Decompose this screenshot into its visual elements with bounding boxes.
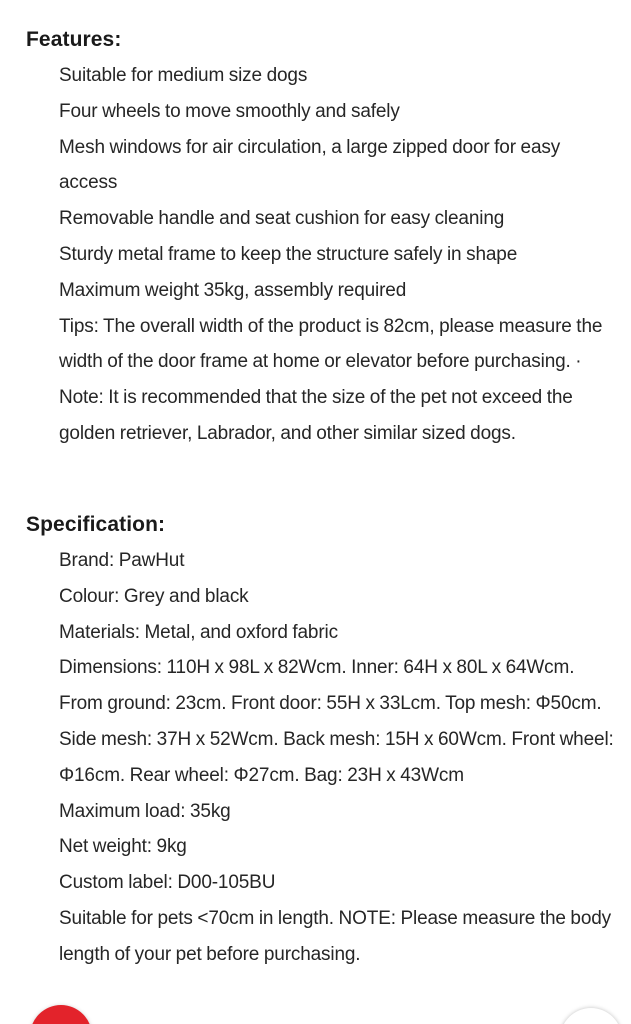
feature-item: Suitable for medium size dogs <box>59 65 308 86</box>
spec-item: Brand: PawHut <box>59 550 185 571</box>
feature-item: Mesh windows for air circulation, a large zipped door for easy access <box>59 136 561 194</box>
floating-action-button[interactable] <box>30 1005 92 1024</box>
spec-item: Colour: Grey and black <box>59 585 249 607</box>
features-heading: Features: <box>26 28 122 51</box>
feature-item: Maximum weight 35kg, assembly required <box>59 279 407 301</box>
feature-item: Removable handle and seat cushion for easy cleaning <box>59 208 505 230</box>
specification-list <box>26 543 617 973</box>
scroll-top-button[interactable] <box>560 1008 622 1024</box>
features-list <box>26 58 617 452</box>
spec-item: Dimensions: 110H x 98L x 82Wcm. Inner: 64H x 80L x 64Wcm. From ground: 23cm. Front door: 55H x 33Lcm. Top mesh: Φ50cm. Side mesh: 37H x 52Wcm. Back mesh: 15H x 60Wcm. Front wheel: Φ16cm. Rear wheel: Φ27cm. Bag: 23H x 43Wcm <box>59 657 614 786</box>
specification-heading: Specification: <box>26 513 166 536</box>
features-section <box>26 24 617 452</box>
spec-item: Materials: Metal, and oxford fabric <box>59 621 338 643</box>
feature-item: Sturdy metal frame to keep the structure safely in shape <box>59 243 518 265</box>
spec-item: Suitable for pets <70cm in length. NOTE: Please measure the body length of your pet before purchasing. <box>59 907 612 965</box>
spec-item: Maximum load: 35kg <box>59 800 231 822</box>
spec-item: Net weight: 9kg <box>59 836 187 858</box>
specification-section <box>26 509 617 973</box>
spec-item: Custom label: D00-105BU <box>59 872 276 894</box>
feature-item: Four wheels to move smoothly and safely <box>59 100 400 122</box>
feature-item: Tips: The overall width of the product is 82cm, please measure the width of the door frame at home or elevator before purchasing. · Note: It is recommended that the size of the pet not exceed the golden retriever, Labrador, and other similar sized dogs. <box>59 315 603 444</box>
